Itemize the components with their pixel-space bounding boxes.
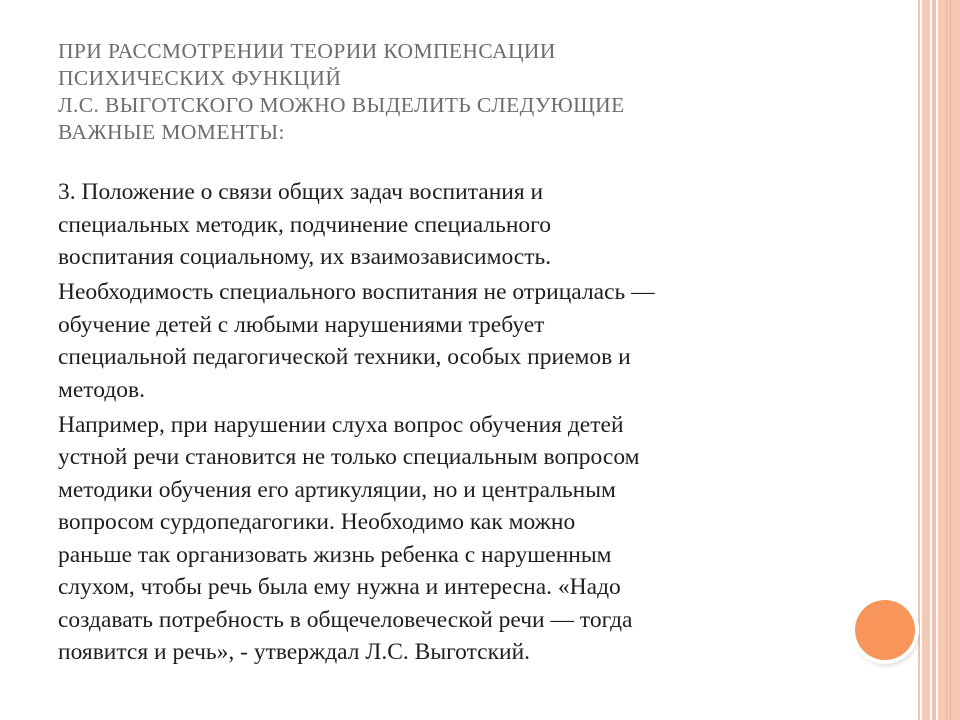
text-line: методов. xyxy=(58,376,146,403)
paragraph-example xyxy=(58,409,838,669)
text-line: устной речи становится не только специальным вопросом xyxy=(58,444,640,470)
text-line: Необходимость специального воспитания не отрицалась — xyxy=(58,279,655,305)
text-line: 3. Положение о связи общих задач воспитания и xyxy=(58,179,544,205)
text-line: появится и речь», - утверждал Л.С. Выготский. xyxy=(58,639,531,665)
decor-stripe-narrow xyxy=(932,0,936,720)
text-line: Например, при нарушении слуха вопрос обучения детей xyxy=(58,411,624,438)
paragraph-necessity xyxy=(58,276,838,406)
text-line: воспитания социальному, их взаимозависимость. xyxy=(58,244,552,270)
text-line: специальных методик, подчинение специального xyxy=(58,211,551,238)
slide-title-line: ПСИХИЧЕСКИХ ФУНКЦИЙ xyxy=(58,66,342,90)
decor-stripe xyxy=(922,0,930,720)
text-line: раньше так организовать жизнь ребенка с нарушенным xyxy=(58,541,612,568)
slide-title xyxy=(58,38,858,146)
text-line: вопросом сурдопедагогики. Необходимо как можно xyxy=(58,509,576,535)
decor-stripe-wide xyxy=(938,0,960,720)
slide-title-line: ВАЖНЫЕ МОМЕНТЫ: xyxy=(58,120,285,144)
text-line: создавать потребность в общечеловеческой речи — тогда xyxy=(58,606,633,633)
decor-circle xyxy=(855,600,915,660)
decor-stripe-line xyxy=(946,0,947,720)
text-line: обучение детей с любыми нарушениями требует xyxy=(58,311,545,338)
text-line: специальной педагогической техники, особых приемов и xyxy=(58,344,631,370)
slide-body xyxy=(58,176,838,671)
decor-stripe-thin xyxy=(918,0,920,720)
text-line: слухом, чтобы речь была ему нужна и интересна. «Надо xyxy=(58,574,621,600)
slide-title-line: ПРИ РАССМОТРЕНИИ ТЕОРИИ КОМПЕНСАЦИИ xyxy=(58,39,556,63)
paragraph-point-3 xyxy=(58,176,838,274)
slide-title-line: Л.С. ВЫГОТСКОГО МОЖНО ВЫДЕЛИТЬ СЛЕДУЮЩИЕ xyxy=(58,93,625,117)
text-line: методики обучения его артикуляции, но и центральным xyxy=(58,476,616,503)
decor-stripe-line xyxy=(950,0,951,720)
